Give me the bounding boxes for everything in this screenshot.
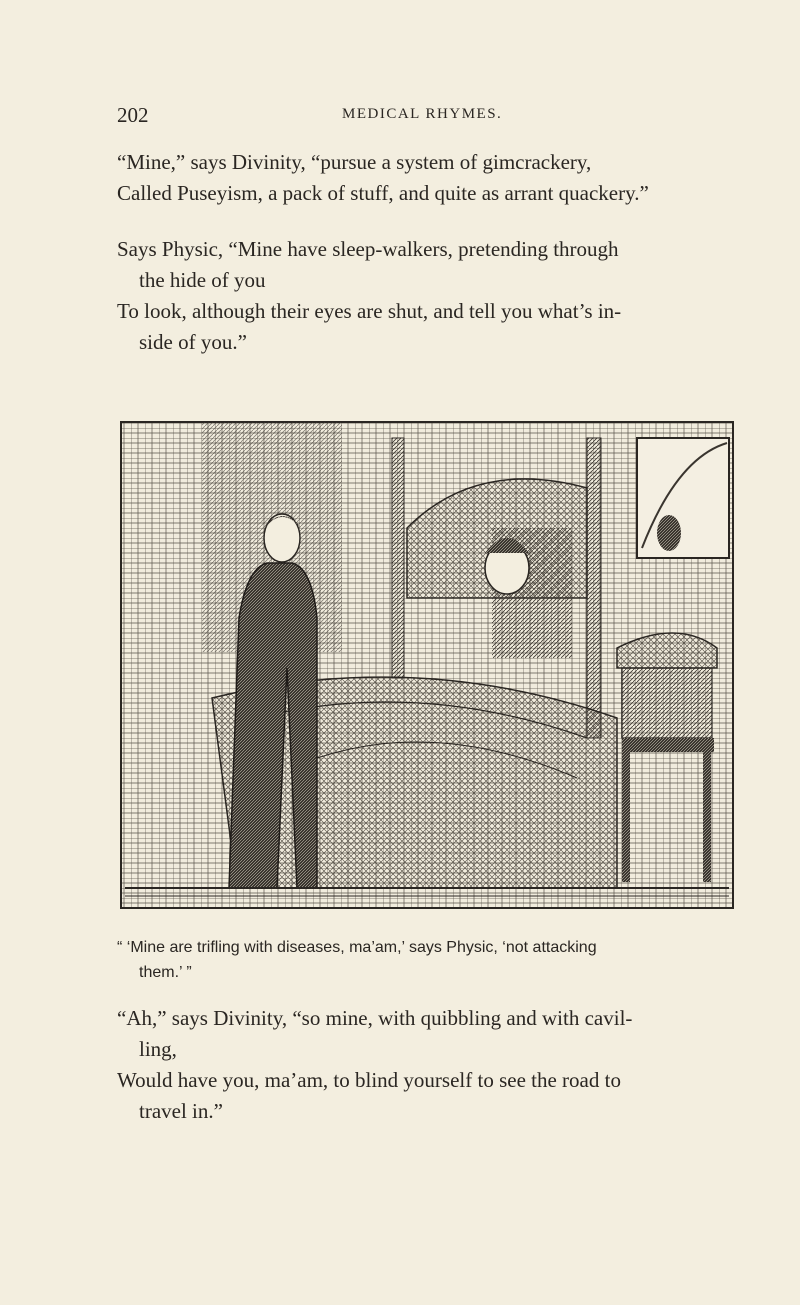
verse-line: Would have you, ma’am, to blind yourself to see the road to (117, 1068, 621, 1092)
illustration-caption (117, 935, 757, 985)
verse-line: Called Puseyism, a pack of stuff, and quite as arrant quackery.” (117, 181, 649, 205)
verse-line: ling, (139, 1037, 177, 1061)
verse-line: travel in.” (139, 1099, 223, 1123)
verse-line: Says Physic, “Mine have sleep-walkers, pretending through (117, 237, 619, 261)
verse-line: side of you.” (139, 330, 247, 354)
stanza-2 (117, 234, 757, 358)
verse-line: the hide of you (139, 268, 266, 292)
verse-line: “Ah,” says Divinity, “so mine, with quibbling and with cavil- (117, 1006, 633, 1030)
page-number: 202 (117, 103, 149, 127)
stanza-3 (117, 1003, 757, 1127)
verse-line: “Mine,” says Divinity, “pursue a system of gimcrackery, (117, 150, 592, 174)
caption-line: “ ‘Mine are trifling with diseases, ma’am,’ says Physic, ‘not attacking (117, 939, 597, 956)
verse-line: To look, although their eyes are shut, and tell you what’s in- (117, 299, 622, 323)
caption-line: them.’ ” (139, 964, 192, 981)
page-header (117, 103, 737, 133)
stanza-1 (117, 147, 757, 209)
running-head: MEDICAL RHYMES. (342, 106, 503, 122)
engraving-illustration (117, 418, 737, 912)
